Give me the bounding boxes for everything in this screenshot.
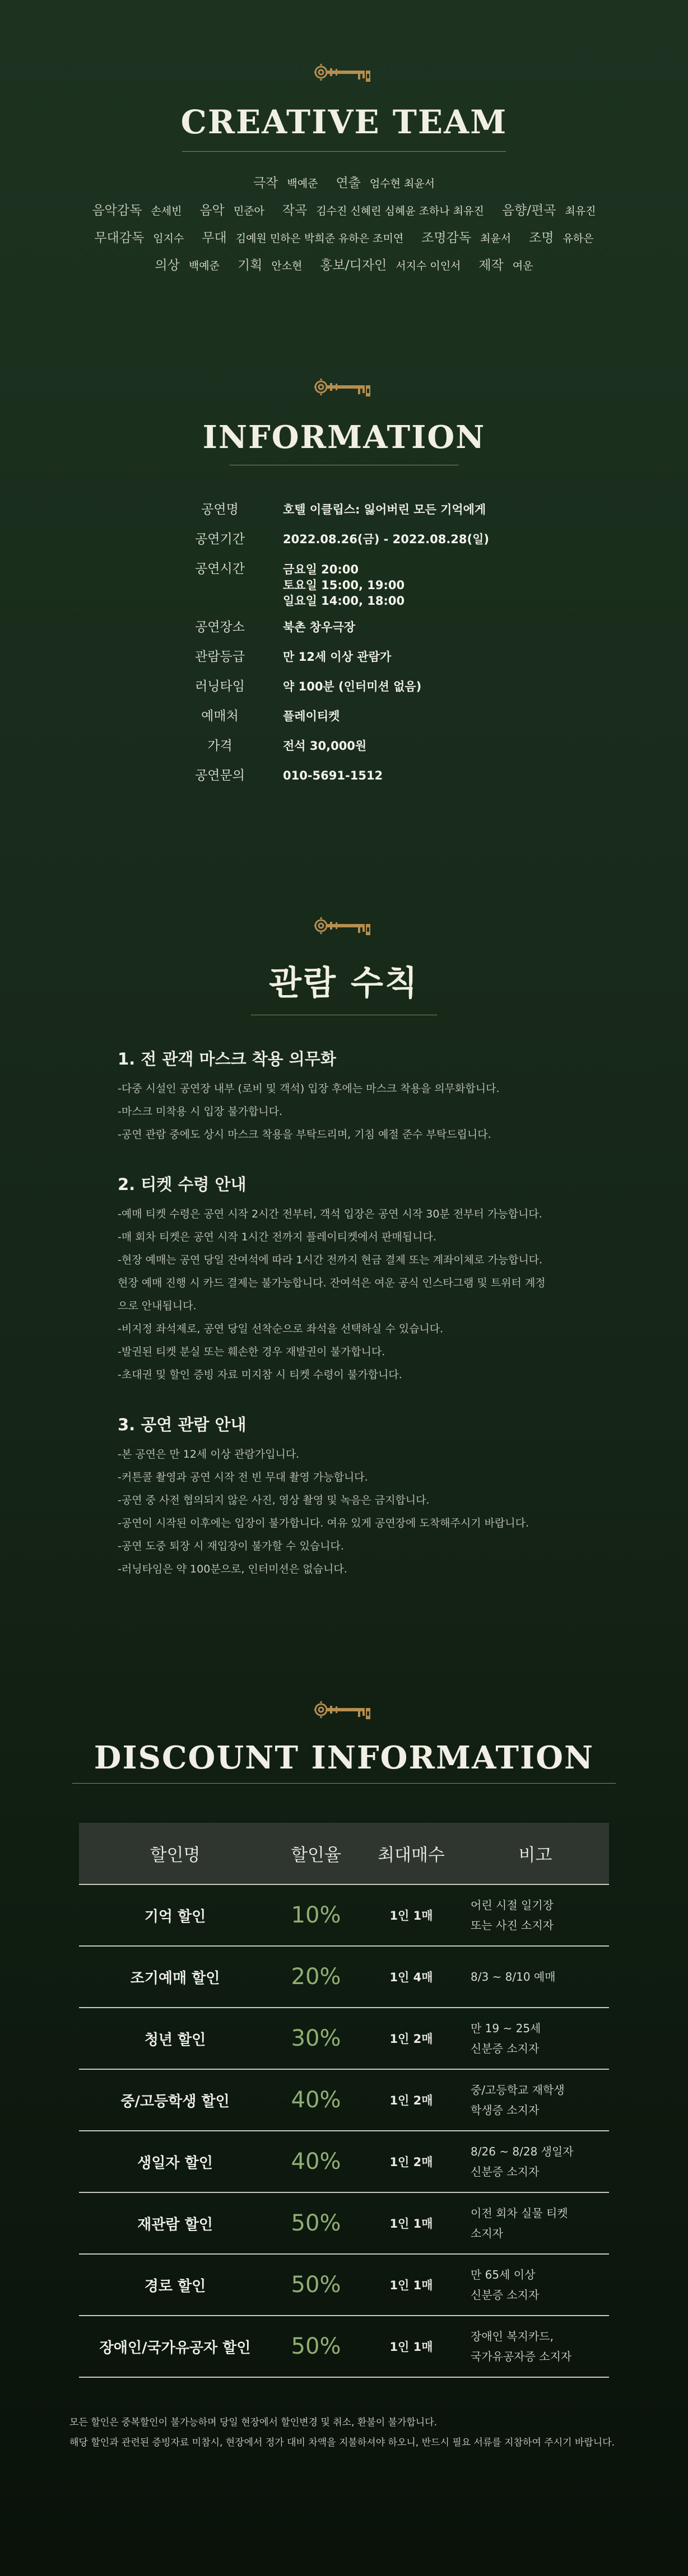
info-row xyxy=(168,706,688,727)
discount-note-line: 만 65세 이상 xyxy=(471,2268,536,2281)
discount-note-line: 만 19 ~ 25세 xyxy=(471,2022,541,2035)
discount-name: 청년 할인 xyxy=(79,2008,271,2069)
credit-names: 여운 xyxy=(512,260,533,272)
discount-note xyxy=(462,1946,609,2008)
information-title: INFORMATION xyxy=(202,419,486,456)
table-row xyxy=(79,2192,609,2254)
rule-title: 3. 공연 관람 안내 xyxy=(118,1415,247,1434)
viewing-rules-section xyxy=(0,916,688,1607)
discount-note-line: 어린 시절 일기장 xyxy=(471,1898,554,1912)
discount-notes xyxy=(69,2412,688,2453)
table-row xyxy=(79,2316,609,2377)
credit-names: 손세빈 xyxy=(151,205,182,217)
info-value-line: 일요일 14:00, 18:00 xyxy=(283,594,405,608)
info-value: 약 100분 (인터미션 없음) xyxy=(283,680,422,693)
information-section xyxy=(0,377,688,795)
discount-note xyxy=(462,2192,609,2254)
rule-item: -현장 예매는 공연 당일 잔여석에 따라 1시간 전까지 현금 결제 또는 계좌이체로 가능합니다. xyxy=(118,1254,543,1266)
discount-rate: 50% xyxy=(271,2192,361,2254)
info-value: 2022.08.26(금) - 2022.08.28(일) xyxy=(283,533,489,546)
credit-names: 백예준 xyxy=(188,260,220,272)
header-rate: 할인율 xyxy=(271,1823,361,1884)
info-row xyxy=(168,499,688,521)
credit-role: 조명 xyxy=(529,231,554,245)
rule-block xyxy=(118,1172,588,1387)
rule-item: -매 회차 티켓은 공연 시작 1시간 전까지 플레이티켓에서 판매됩니다. xyxy=(118,1231,436,1243)
discount-name: 생일자 할인 xyxy=(79,2131,271,2192)
discount-note xyxy=(462,2008,609,2069)
table-row xyxy=(79,1884,609,1946)
credit-names: 백예준 xyxy=(287,178,318,190)
credit-role: 홍보/디자인 xyxy=(320,258,387,273)
credit-names: 안소현 xyxy=(271,260,303,272)
info-label: 공연장소 xyxy=(195,620,245,634)
discount-note-line: 국가유공자증 소지자 xyxy=(471,2350,572,2363)
discount-max: 1인 1매 xyxy=(361,2316,462,2377)
rule-item: -발권된 티켓 분실 또는 훼손한 경우 재발권이 불가합니다. xyxy=(118,1346,385,1358)
credit-item xyxy=(197,231,408,245)
credit-item xyxy=(417,231,515,245)
discount-note xyxy=(462,2131,609,2192)
rule-item: -공연 중 사전 협의되지 않은 사진, 영상 촬영 및 녹음은 금지합니다. xyxy=(118,1494,430,1506)
info-value xyxy=(272,558,405,609)
discount-name: 중/고등학생 할인 xyxy=(79,2069,271,2131)
discount-note-line: 신분증 소지자 xyxy=(471,2165,540,2178)
credit-item xyxy=(195,204,269,218)
discount-note xyxy=(462,1884,609,1946)
credit-item xyxy=(474,259,537,273)
info-row xyxy=(168,558,688,609)
discount-rate: 20% xyxy=(271,1946,361,2008)
credit-item xyxy=(278,204,489,218)
info-label: 공연명 xyxy=(201,502,239,517)
discount-max: 1인 1매 xyxy=(361,2192,462,2254)
credit-names: 유하은 xyxy=(563,232,594,245)
title-underline xyxy=(72,1783,616,1784)
credit-role: 음악 xyxy=(199,203,225,218)
credit-line xyxy=(0,252,688,279)
discount-max: 1인 4매 xyxy=(361,1946,462,2008)
rule-item: -다중 시설인 공연장 내부 (로비 및 객석) 입장 후에는 마스크 착용을 의무화합니다. xyxy=(118,1082,500,1095)
discount-note xyxy=(462,2316,609,2377)
credits-list xyxy=(0,170,688,279)
discount-max: 1인 1매 xyxy=(361,2254,462,2316)
discount-note-line: 소지자 xyxy=(471,2227,503,2240)
info-value: 010-5691-1512 xyxy=(283,769,383,782)
info-value-line: 금요일 20:00 xyxy=(283,563,359,576)
info-label: 러닝타임 xyxy=(195,679,245,694)
info-row xyxy=(168,735,688,757)
credit-names: 김예원 민하은 박희준 유하은 조미연 xyxy=(235,232,404,245)
info-label: 공연시간 xyxy=(195,562,245,576)
info-label: 관람등급 xyxy=(195,650,245,664)
credit-role: 음향/편곡 xyxy=(501,203,556,218)
table-header-row xyxy=(79,1823,609,1884)
discount-title: DISCOUNT INFORMATION xyxy=(94,1739,594,1776)
credit-role: 제작 xyxy=(478,258,504,273)
credit-item xyxy=(524,231,598,245)
discount-note-text: 해당 할인과 관련된 증빙자료 미참시, 현장에서 정가 대비 차액을 지불하셔야 하오니, 반드시 필요 서류를 지참하여 주시기 바랍니다. xyxy=(69,2437,615,2448)
rule-item: -비지정 좌석제로, 공연 당일 선착순으로 좌석을 선택하실 수 있습니다. xyxy=(118,1323,444,1335)
credit-names: 최윤서 xyxy=(480,232,512,245)
discount-note-line: 8/26 ~ 8/28 생일자 xyxy=(471,2145,574,2158)
rule-item: -본 공연은 만 12세 이상 관람가입니다. xyxy=(118,1448,300,1460)
discount-rate: 50% xyxy=(271,2316,361,2377)
credit-role: 조명감독 xyxy=(421,231,472,245)
rule-item: -러닝타임은 약 100분으로, 인터미션은 없습니다. xyxy=(118,1563,347,1575)
discount-rate: 30% xyxy=(271,2008,361,2069)
header-max: 최대매수 xyxy=(361,1823,462,1884)
creative-team-section xyxy=(0,63,688,279)
credit-role: 의상 xyxy=(155,258,180,273)
discount-note-text: 모든 할인은 중복할인이 불가능하며 당일 현장에서 할인변경 및 취소, 환불이 불가합니다. xyxy=(69,2417,438,2428)
discount-note-line: 이전 회차 실물 티켓 xyxy=(471,2206,568,2220)
header-name: 할인명 xyxy=(79,1823,271,1884)
rule-title: 2. 티켓 수령 안내 xyxy=(118,1175,247,1194)
discount-note-line: 학생증 소지자 xyxy=(471,2103,540,2117)
discount-rate: 10% xyxy=(271,1884,361,1946)
credit-role: 음악감독 xyxy=(92,203,142,218)
discount-note-line: 신분증 소지자 xyxy=(471,2288,540,2302)
discount-name: 경로 할인 xyxy=(79,2254,271,2316)
rule-block xyxy=(118,1047,588,1146)
credit-item xyxy=(498,204,601,218)
discount-section xyxy=(0,1700,688,2453)
discount-name: 조기예매 할인 xyxy=(79,1946,271,2008)
rule-title: 1. 전 관객 마스크 착용 의무화 xyxy=(118,1049,336,1068)
discount-note-line: 8/3 ~ 8/10 예매 xyxy=(471,1970,556,1984)
info-row xyxy=(168,646,688,668)
rule-item: -초대권 및 할인 증빙 자료 미지참 시 티켓 수령이 불가합니다. xyxy=(118,1369,402,1381)
discount-max: 1인 1매 xyxy=(361,1884,462,1946)
discount-rate: 40% xyxy=(271,2131,361,2192)
credit-item xyxy=(233,259,307,273)
rule-item: -커튼콜 촬영과 공연 시작 전 빈 무대 촬영 가능합니다. xyxy=(118,1471,368,1483)
credit-line xyxy=(0,170,688,197)
table-row xyxy=(79,2131,609,2192)
credit-names: 엄수현 최윤서 xyxy=(369,178,435,190)
discount-note-line: 중/고등학교 재학생 xyxy=(471,2083,565,2097)
credit-item xyxy=(331,176,439,190)
rule-item: 현장 예매 진행 시 카드 결제는 불가능합니다. 잔여석은 여운 공식 인스타그램 및 트위터 계정 xyxy=(118,1277,546,1289)
credit-names: 서지수 이인서 xyxy=(396,260,461,272)
discount-note-line: 신분증 소지자 xyxy=(471,2042,540,2055)
discount-note xyxy=(462,2069,609,2131)
key-divider xyxy=(0,63,688,82)
title-underline xyxy=(182,151,506,152)
credit-role: 연출 xyxy=(336,176,361,190)
header-note: 비고 xyxy=(462,1823,609,1884)
information-table xyxy=(0,499,688,787)
credit-line xyxy=(0,225,688,252)
credit-role: 작곡 xyxy=(282,203,308,218)
discount-note xyxy=(462,2254,609,2316)
discount-max: 1인 2매 xyxy=(361,2069,462,2131)
table-row xyxy=(79,2008,609,2069)
rule-item: -예매 티켓 수령은 공연 시작 2시간 전부터, 객석 입장은 공연 시작 30분 전부터 가능합니다. xyxy=(118,1208,542,1220)
rules-list xyxy=(118,1047,588,1581)
key-icon xyxy=(313,377,375,396)
credit-item xyxy=(87,204,186,218)
credit-role: 무대 xyxy=(202,231,227,245)
info-label: 공연문의 xyxy=(195,768,245,783)
table-row xyxy=(79,2069,609,2131)
info-label: 예매처 xyxy=(201,709,239,724)
credit-names: 김수진 신혜린 심혜윤 조하나 최유진 xyxy=(316,205,484,217)
credit-names: 민준아 xyxy=(233,205,264,217)
discount-rate: 40% xyxy=(271,2069,361,2131)
info-value: 전석 30,000원 xyxy=(283,739,367,753)
discount-max: 1인 2매 xyxy=(361,2131,462,2192)
rule-item: 으로 안내됩니다. xyxy=(118,1300,197,1312)
credit-line xyxy=(0,197,688,225)
discount-table xyxy=(79,1823,609,2378)
rule-block xyxy=(118,1412,588,1581)
info-row xyxy=(168,529,688,550)
credit-item xyxy=(90,231,188,245)
info-value: 북촌 창우극장 xyxy=(283,620,356,634)
discount-note-line: 또는 사진 소지자 xyxy=(471,1919,554,1932)
creative-team-title: CREATIVE TEAM xyxy=(180,103,508,141)
key-icon xyxy=(313,916,375,935)
credit-item xyxy=(249,176,323,190)
info-label: 가격 xyxy=(207,739,233,753)
key-icon xyxy=(313,1700,375,1719)
key-icon xyxy=(313,63,375,82)
credit-names: 임지수 xyxy=(153,232,184,245)
rule-item: -공연 관람 중에도 상시 마스크 착용을 부탁드리며, 기침 예절 준수 부탁드립니다. xyxy=(118,1128,491,1141)
table-row xyxy=(79,2254,609,2316)
info-row xyxy=(168,617,688,638)
key-divider xyxy=(0,1700,688,1719)
credit-item xyxy=(150,259,224,273)
discount-name: 기억 할인 xyxy=(79,1884,271,1946)
rule-item: -공연이 시작된 이후에는 입장이 불가합니다. 여유 있게 공연장에 도착해주시기 바랍니다. xyxy=(118,1517,529,1529)
table-row xyxy=(79,1946,609,2008)
credit-role: 기획 xyxy=(237,258,263,273)
info-value: 만 12세 이상 관람가 xyxy=(283,650,392,664)
discount-rate: 50% xyxy=(271,2254,361,2316)
key-divider xyxy=(0,377,688,396)
discount-name: 재관람 할인 xyxy=(79,2192,271,2254)
rule-item: -공연 도중 퇴장 시 재입장이 불가할 수 있습니다. xyxy=(118,1540,344,1552)
info-row xyxy=(168,676,688,698)
info-label: 공연기간 xyxy=(195,532,245,547)
discount-max: 1인 2매 xyxy=(361,2008,462,2069)
credit-names: 최유진 xyxy=(565,205,596,217)
info-row xyxy=(168,765,688,787)
info-value: 호텔 이클립스: 잃어버린 모든 기억에게 xyxy=(283,503,486,516)
viewing-rules-title: 관람 수칙 xyxy=(269,964,419,1003)
discount-name: 장애인/국가유공자 할인 xyxy=(79,2316,271,2377)
credit-role: 극작 xyxy=(253,176,278,190)
key-divider xyxy=(0,916,688,935)
credit-item xyxy=(315,259,465,273)
credit-role: 무대감독 xyxy=(94,231,145,245)
info-value-line: 토요일 15:00, 19:00 xyxy=(283,578,405,592)
rule-item: -마스크 미착용 시 입장 불가합니다. xyxy=(118,1105,283,1118)
info-value: 플레이티켓 xyxy=(283,710,340,723)
discount-note-line: 장애인 복지카드, xyxy=(471,2330,554,2343)
